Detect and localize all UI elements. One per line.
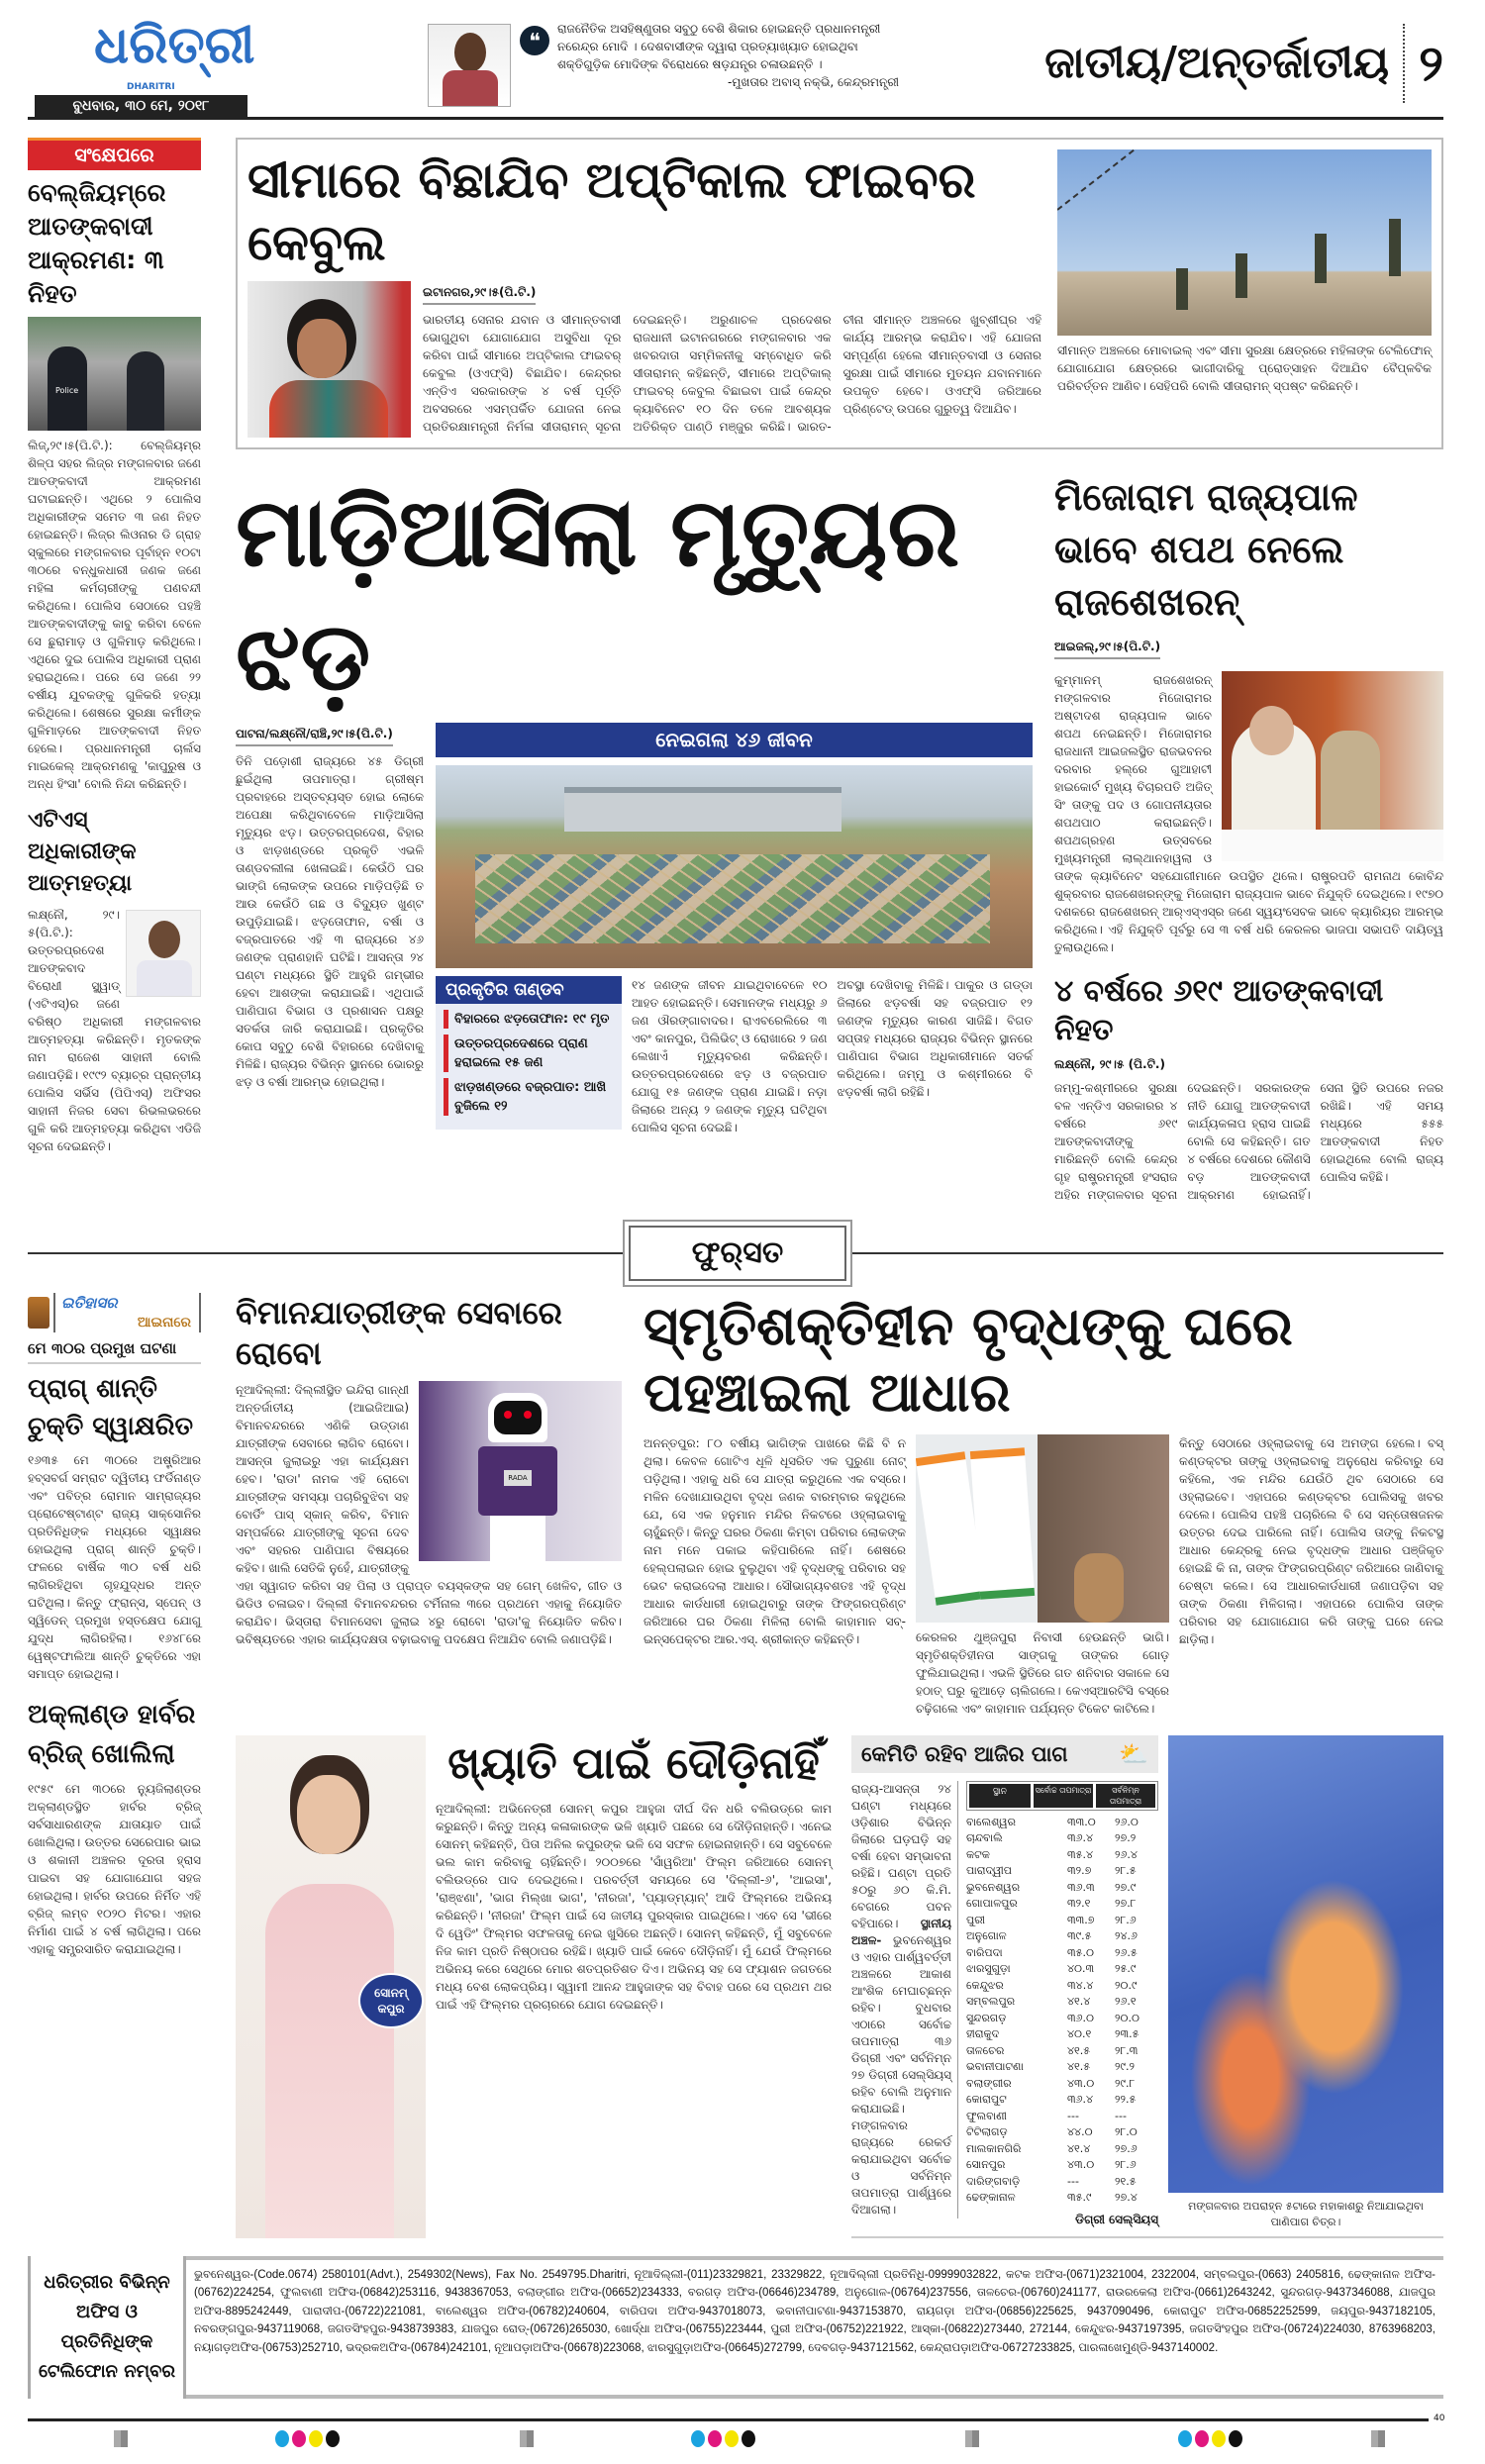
state-forecast: ରାଜ୍ୟ-ଆସନ୍ତା ୨୪ ଘଣ୍ଟା ମଧ୍ୟରେ ଓଡ଼ିଶାର ବିଭିନ୍ନ ଜିଲାରେ ଘଡ଼ଘଡ଼ି ସହ ବର୍ଷା ହେବା ସମ୍ଭାବନା ରହିଛି। ଘଣ୍ଟା ପ୍ରତି ୫୦ରୁ ୬୦ କି.ମି. ବେଗରେ ପବନ ବହିପାରେ। <box>851 1781 951 1930</box>
footer <box>28 2411 1443 2454</box>
place-name: ବଲାଙ୍ଗୀର <box>966 2076 1012 2090</box>
weather-row <box>966 1961 1158 1978</box>
history-book-icon <box>28 1297 50 1329</box>
nature-fury-title: ପ୍ରକୃତିର ତାଣ୍ଡବ <box>436 976 622 1004</box>
weather-row <box>966 2124 1158 2141</box>
place-name: ମାଲକାନଗିରି <box>966 2141 1022 2155</box>
place-name: ସୋନପୁର <box>966 2158 1006 2172</box>
terror-headline: ୪ ବର୍ଷରେ ୬୧୯ ଆତଙ୍କବାଦୀ ନିହତ <box>1054 973 1384 1047</box>
satellite-caption: ମଙ୍ଗଳବାର ଅପରାହ୍ନ ୫ଟାରେ ମହାକାଶରୁ ନିଆଯାଇଥିବା ପାଣିପାଗ ଚିତ୍ର। <box>1188 2199 1424 2228</box>
weather-row <box>966 1945 1158 1962</box>
quote-author-photo <box>428 24 511 107</box>
color-reg-dot <box>725 2430 739 2447</box>
quote-text: ରାଜନୈତିକ ଅସହିଷ୍ଣୁତାର ସବୁଠୁ ବେଶି ଶିକାର ହୋଇଛନ୍ତି ପ୍ରଧାନମନ୍ତ୍ରୀ ନରେନ୍ଦ୍ର ମୋଦି । ଦେଶବାସୀଙ୍କ ଦ୍ୱାରା ପ୍ରତ୍ୟାଖ୍ୟାତ ହୋଇଥିବା ଶକ୍ତିଗୁଡ଼ିକ ମୋଦିଙ୍କ ବିରୋଧରେ ଷଡ଼ଯନ୍ତ୍ର ଚଳାଉଛନ୍ତି । <box>557 22 881 71</box>
section-title: ଜାତୀୟ/ଅନ୍ତର୍ଜାତୀୟ <box>1044 38 1390 89</box>
max-temp: ୪୩.୦ <box>1067 2158 1095 2172</box>
aadhaar-story <box>644 1293 1443 1718</box>
sonam-badge: ସୋନମ୍ କପୁର <box>358 1973 424 2028</box>
max-temp: ୪୧.୪ <box>1067 1995 1091 2009</box>
section-divider <box>28 1214 1443 1293</box>
police-label: Police <box>55 386 79 395</box>
lead-body-col1: ତିନି ପଡ଼ୋଶୀ ରାଜ୍ୟରେ ୪୫ ଡିଗ୍ରୀ ଛୁଇଁଥିଲା ତାପମାତ୍ରା। ଗ୍ରୀଷ୍ମ ପ୍ରବାହରେ ଅସ୍ତବ୍ୟସ୍ତ ହୋଇ ଲୋକେ ଅପେକ୍ଷା କରିଥିବାବେଳେ ମାଡ଼ିଆସିଲା ମୃତ୍ୟୁର ଝଡ଼। ଉତ୍ତରପ୍ରଦେଶ, ବିହାର ଓ ଝାଡ଼ଖଣ୍ଡରେ ପ୍ରକୃତି ଏଭଳି ତାଣ୍ଡବଲୀଳା ଖେଳାଇଛି। କେଉଁଠି ଘର ଭାଙ୍ଗି ଲୋକଙ୍କ ଉପରେ ମାଡ଼ିପଡ଼ିଛି ତ ଆଉ କେଉଁଠି ଗଛ ଓ ବିଦ୍ୟୁତ ଖୁଣ୍ଟ ଉପୁଡ଼ିଯାଇଛି। ଝଡ଼ତୋଫାନ, ବର୍ଷା ଓ ବଜ୍ରପାତରେ ଏହି ୩ ରାଜ୍ୟରେ ୪୬ ଜଣଙ୍କ ପ୍ରାଣହାନି ଘଟିଛି। ଆସନ୍ତା ୨୪ ଘଣ୍ଟା ମଧ୍ୟରେ ସ୍ଥିତି ଆହୁରି ଗମ୍ଭୀର ହେବା ଆଶଙ୍କା କରାଯାଇଛି। ଏଥିପାଇଁ ପାଣିପାଗ ବିଭାଗ ଓ ପ୍ରଶାସନ ପକ୍ଷରୁ ସତର୍କତା ଜାରି କରାଯାଇଛି। ପ୍ରକୃତିର କୋପ ସବୁଠୁ ବେଶି ବିହାରରେ ଦେଖିବାକୁ ମିଳିଛି। ରାଜ୍ୟର ବିଭିନ୍ନ ସ୍ଥାନରେ ଭୋରରୁ ଝଡ଼ ଓ ବର୍ଷା ଆରମ୍ଭ ହୋଇଥିଲା। <box>236 753 424 1089</box>
min-temp: ୨୬.୦ <box>1115 1815 1138 1828</box>
color-reg-dot <box>708 2430 722 2447</box>
place-name: କେନ୍ଦୁଝର <box>966 1978 1004 1992</box>
weather-unit: ଡିଗ୍ରୀ ସେଲ୍‌ସିୟସ୍ <box>1075 2212 1158 2226</box>
max-temp: ୩୫.୦ <box>1067 1945 1094 1959</box>
place-name: ସୁନ୍ଦରଗଡ଼ <box>966 2011 1007 2024</box>
lead-dateline: ପାଟନା/ଲକ୍ଷ୍ନୌ/ରାଞ୍ଚି,୨୯।୫(ପି.ଟି.) <box>236 727 393 746</box>
weather-table-header <box>966 1781 1158 1811</box>
minister-photo <box>248 281 411 438</box>
max-temp: ୪୦.୧ <box>1067 2027 1092 2041</box>
place-name: ଅନୁଗୋଳ <box>966 1929 1007 1943</box>
weather-row <box>966 2174 1158 2191</box>
col-max: ସର୍ବୋଚ୍ଚ ତାପମାତ୍ରା <box>1034 1784 1093 1808</box>
max-temp: ୩୬.୪ <box>1067 1831 1094 1845</box>
registration-marks <box>0 2430 1485 2449</box>
robot-photo <box>419 1381 622 1561</box>
max-temp: ୩୨.୧ <box>1067 1897 1091 1911</box>
place-name: ଚାନ୍ଦବାଲି <box>966 1831 1003 1845</box>
top-story-headline: ସୀମାରେ ବିଛାଯିବ ଅପ୍‌ଟିକାଲ ଫାଇବର କେବୁଲ <box>248 151 976 271</box>
weather-row <box>966 2076 1158 2093</box>
place-name: ତାଳଚେର <box>966 2043 1005 2057</box>
top-story-body: ଭାରତୀୟ ସେନାର ଯବାନ ଓ ସୀମାନ୍ତବାସୀ ଭୋଗୁଥିବା ଯୋଗାଯୋଗ ଅସୁବିଧା ଦୂର କରିବା ପାଇଁ ସୀମାରେ ଅପ୍ଟିକାଲ ଫାଇବର୍ କେବୁଲ (ଓଏଫ୍‌ସି) ବିଛାଯିବ। କେନ୍ଦ୍ରର ଏନ୍‌ଡିଏ ସରକାରଙ୍କ ୪ ବର୍ଷ ପୂର୍ତ୍ତି ଅବସରରେ ଏସମ୍ପର୍କିତ ଯୋଜନା ନେଇ ପ୍ରତିରକ୍ଷାମନ୍ତ୍ରୀ ନିର୍ମଳା ସୀତାରାମନ୍ ସୂଚନା ଦେଇଛନ୍ତି। ଅରୁଣାଚଳ ପ୍ରଦେଶର ରାଜଧାନୀ ଇଟାନଗରରେ ମଙ୍ଗଳବାର ଏକ ଖବରଦାତା ସମ୍ମିଳନୀକୁ ସମ୍ବୋଧିତ କରି ସୀତାରାମନ୍ କହିଛନ୍ତି, ସୀମାରେ ଅପ୍ଟିକାଲ୍ ଫାଇବର୍ କେବୁଲ ବିଛାଇବା ପାଇଁ କେନ୍ଦ୍ର କ୍ୟାବିନେଟ ୧୦ ଦିନ ତଳେ ଆବଶ୍ୟକ ଅତିରିକ୍ତ ପାଣ୍ଠି ମଞ୍ଜୁର କରିଛି। ଭାରତ-ଚୀନା ସୀମାନ୍ତ ଅଞ୍ଚଳରେ ଖୁବ୍‌ଶୀଘ୍ର ଏହି କାର୍ଯ୍ୟ ଆରମ୍ଭ କରାଯିବ। ଏହି ଯୋଜନା ସମ୍ପୂର୍ଣ୍ଣ ହେଲେ ସୀମାନ୍ତବାସୀ ଓ ସେନାର ସୁରକ୍ଷା ପାଇଁ ସୀମାରେ ମୁତୟନ ଯବାନମାନେ ଉପକୃତ ହେବେ। ଓଏଫ୍‌ସି ଜରିଆରେ ପ୍ରିଣ୍ଟେଡ୍ ଉପରେ ଗୁରୁତ୍ୱ ଦିଆଯିବ। <box>423 313 1041 434</box>
place-name: ବାରିପଦା <box>966 1945 1003 1959</box>
quote-block <box>557 20 899 91</box>
min-temp: ୨୮.୩ <box>1115 2043 1138 2057</box>
nature-fury-box <box>436 976 622 1130</box>
ats-body: ଲକ୍ଷ୍ନୌ, ୨୯।୫(ପି.ଟି.): ଉତ୍ତରପ୍ରଦେଶ ଆତଙ୍କବାଦ ବିରୋଧୀ ସ୍କ୍ୱାଡ୍ (ଏଟିଏସ୍)ର ଜଣେ ବରିଷ୍ଠ ଅଧିକାରୀ ମଙ୍ଗଳବାର ଆତ୍ମହତ୍ୟା କରିଛନ୍ତି। ମୃତକଙ୍କ ନାମ ରାଜେଶ ସାହାନୀ ବୋଲି ଜଣାପଡ଼ିଛି। ୧୯୯୨ ବ୍ୟାଚ୍‌ର ପ୍ରାନ୍ତୀୟ ପୋଲିସ ସର୍ଭିସ (ପିପିଏସ୍) ଅଫିସର ସାହାନୀ ନିଜର ସେବା ରିଭଲଭରରେ ଗୁଳି କରି ଆତ୍ମହତ୍ୟା କରିଥିବା ଏଡିଜି ସୂଚନା ଦେଇଛନ୍ତି। <box>28 908 201 1153</box>
place-name: ହୀରାକୁଦ <box>966 2027 1000 2041</box>
gray-reg-mark <box>520 2430 534 2447</box>
top-story <box>236 138 1443 449</box>
top-story-photo-caption: ସୀମାନ୍ତ ଅଞ୍ଚଳରେ ମୋବାଇଲ୍ ଏବଂ ସୀମା ସୁରକ୍ଷା କ୍ଷେତ୍ରରେ ମହିଳାଙ୍କ ଟେଲିଫୋନ୍ ଯୋଗାଯୋଗ କ୍ଷେତ୍ରରେ ଭାଗୀଦାରିକୁ ପ୍ରୋତ୍ସାହନ ଦିଆଯିବ ବୈପ୍ଳବିକ ପରିବର୍ତ୍ତନ ଆଣିବ। ସେହିପରି ବୋଲି ସୀତାରାମନ୍ ସ୍ପଷ୍ଟ କରିଛନ୍ତି। <box>1057 344 1432 393</box>
governor-oath-photo <box>1222 671 1443 861</box>
history-label <box>28 1293 201 1332</box>
min-temp: ୨୬.୫ <box>1115 1945 1138 1959</box>
max-temp: ୩୩.୭ <box>1067 1913 1095 1926</box>
gray-reg-mark <box>114 2430 128 2447</box>
min-temp: ୨୮.୬ <box>1115 2158 1137 2172</box>
history-label-top: ଇତିହାସର <box>61 1293 118 1312</box>
min-temp: ୨୮.୬ <box>1115 1913 1137 1926</box>
max-temp: ୩୫.୪ <box>1067 1847 1094 1861</box>
color-reg-dot <box>691 2430 705 2447</box>
weather-row <box>966 2109 1158 2125</box>
page-number: ୨ <box>1419 34 1443 92</box>
weather-forecast <box>851 1781 958 2218</box>
weather-row <box>966 2026 1158 2043</box>
min-temp: ୨୯.୮ <box>1115 2076 1136 2090</box>
ats-officer-photo <box>126 910 201 997</box>
lead-body-col3: ୧୪ ଜଣଙ୍କ ଜୀବନ ଯାଇଥିବାବେଳେ ୧୦ ଆହତ ହୋଇଛନ୍ତି। ସେମାନଙ୍କ ମଧ୍ୟରୁ ୬ ଜଣ ଔରଙ୍ଗାବାଦର। ରାଏବରେଲିରେ ୩ ଏବଂ କାନପୁର, ପିଲିଭିଟ୍ ଓ ରୋଖାରେ ୨ ଜଣ ଲେଖାଏଁ ମୃତ୍ୟୁବରଣ କରିଛନ୍ତି। ଉତ୍ତରପ୍ରଦେଶରେ ଝଡ଼ ଓ ବଜ୍ରପାତ ଯୋଗୁ ୧୫ ଜଣଙ୍କ ପ୍ରାଣ ଯାଇଛି। ନଡ଼ା ଜିଲାରେ ଅନ୍ୟ ୨ ଜଣଙ୍କ ମୃତ୍ୟୁ ଘଟିଥିବା ପୋଲିସ ସୂଚନା ଦେଇଛି। <box>632 977 828 1134</box>
place-name: ପାରାଦ୍ୱୀପ <box>966 1864 1012 1878</box>
top-story-dateline: ଇଟାନଗର,୨୯।୫(ପି.ଟି.) <box>423 285 536 305</box>
max-temp: ୩୨.୭ <box>1067 1864 1092 1878</box>
sonam-photo <box>236 1735 426 2238</box>
place-name: କୋରାପୁଟ <box>966 2093 1007 2107</box>
color-reg-dot <box>1195 2430 1209 2447</box>
weather-box <box>851 1735 1443 2238</box>
place-name: ଭୁବନେଶ୍ୱର <box>966 1880 1021 1894</box>
logo: ଧରିତ୍ରୀ <box>94 15 255 75</box>
place-name: ଭବାନୀପାଟଣା <box>966 2060 1024 2074</box>
contacts-title: ଧରିତ୍ରୀର ବିଭିନ୍ନ ଅଫିସ ଓ ପ୍ରତିନିଧିଙ୍କ ଟେଲିଫୋନ ନମ୍ବର <box>28 2256 186 2399</box>
color-reg-dot <box>1229 2430 1242 2447</box>
max-temp: ୪୧.୪ <box>1067 2141 1091 2155</box>
gray-reg-mark <box>1371 2430 1385 2447</box>
max-temp: ୩୯.୫ <box>1067 1929 1092 1943</box>
min-temp: ୨୭.୪ <box>1115 2191 1138 2205</box>
color-reg-dot <box>742 2430 755 2447</box>
main-news <box>236 138 1443 1204</box>
weather-row <box>966 2011 1158 2027</box>
max-temp: ୩୬.୦ <box>1067 2011 1095 2024</box>
min-temp: ୨୮.୦ <box>1115 2125 1138 2139</box>
prague-body: ୧୬୩୫ ମେ ୩୦ରେ ଅଷ୍ଟ୍ରିଆର ହବ୍‌ସବର୍ଗ ସମ୍ରାଟ ଦ୍ୱିତୀୟ ଫର୍ଡିନାଣ୍ଡ ଏବଂ ପବିତ୍ର ରୋମାନ ସାମ୍ରାଜ୍ୟର ପ୍ରୋଟେଷ୍ଟାଣ୍ଟ ରାଜ୍ୟ ସାକ୍ସୋନିର ପ୍ରତିନିଧିଙ୍କ ମଧ୍ୟରେ ସ୍ୱାକ୍ଷର ହୋଇଥିଲା ପ୍ରାଗ୍ ଶାନ୍ତି ଚୁକ୍ତି। ଫଳରେ ବାର୍ଷିକ ୩୦ ବର୍ଷ ଧରି ଲାଗିରହିଥିବା ଗୃହଯୁଦ୍ଧର ଅନ୍ତ ଘଟିଥିଲା। କିନ୍ତୁ ଫ୍ରାନ୍ସ, ସ୍ପେନ୍ ଓ ସ୍ୱିଡେନ୍ ପ୍ରମୁଖ ହସ୍ତକ୍ଷେପ ଯୋଗୁ ଯୁଦ୍ଧ ଲାଗିରହିଲା। ୧୬୪୮ରେ ୱେଷ୍ଟଫାଲିଆ ଶାନ୍ତି ଚୁକ୍ତିରେ ଏହା ସମାପ୍ତ ହୋଇଥିଲା। <box>28 1452 201 1681</box>
sonam-headline: ଖ୍ୟାତି ପାଇଁ ଦୌଡ଼ିନାହିଁ <box>447 1737 820 1789</box>
mizoram-body: କୁମ୍ମାନମ୍ ରାଜଶେଖରନ୍ ମଙ୍ଗଳବାର ମିଜୋରାମର ଅଷ୍ଟାଦଶ ରାଜ୍ୟପାଳ ଭାବେ ଶପଥ ନେଇଛନ୍ତି। ମିଜୋରାମର ରାଜଧାନୀ ଆଇଜଲସ୍ଥିତ ରାଜଭବନର ଦରବାର ହଲ୍‌ରେ ଗୁଆହାଟୀ ହାଇକୋର୍ଟ ମୁଖ୍ୟ ବିଚାରପତି ଅଜିତ୍ ସିଂ ତାଙ୍କୁ ପଦ ଓ ଗୋପନୀୟତାର ଶପଥପାଠ କରାଇଛନ୍ତି। ଶପଥଗ୍ରହଣ ଉତ୍ସବରେ ମୁଖ୍ୟମନ୍ତ୍ରୀ ଲାଲ୍‌ଥାନହାୱଲା ଓ ତାଙ୍କ କ୍ୟାବିନେଟ ସହଯୋଗୀମାନେ ଉପସ୍ଥିତ ଥିଲେ। ରାଷ୍ଟ୍ରପତି ରାମନାଥ କୋବିନ୍ଦ ଶୁକ୍ରବାର ରାଜଶେଖରନ୍‌ଙ୍କୁ ମିଜୋରାମ ରାଜ୍ୟପାଳ ଭାବେ ନିଯୁକ୍ତି ଦେଇଥିଲେ। ୧୯୭୦ ଦଶକରେ ରାଜଶେଖରନ୍ ଆର୍‌ଏସ୍‌ଏସ୍‌ର ଜଣେ ସ୍ୱୟଂସେବକ ଭାବେ କ୍ୟାରିୟର ଆରମ୍ଭ କରିଥିଲେ। ଏହି ନିଯୁକ୍ତି ପୂର୍ବରୁ ସେ ୩ ବର୍ଷ ଧରି କେରଳର ଭାଜପା ସଭାପତି ଦାୟିତ୍ୱ ତୁଲାଉଥିଲେ। <box>1054 672 1443 954</box>
max-temp: ୩୬.୪ <box>1067 2093 1094 2107</box>
section-furasat: ଫୁର୍‌ସତ <box>629 1226 846 1281</box>
weather-row <box>966 2157 1158 2174</box>
border-soldiers-photo <box>1057 149 1432 336</box>
history-label-bottom: ଆଇନାରେ <box>137 1314 191 1331</box>
color-reg-dot <box>275 2430 289 2447</box>
lead-body-col4: ଅବସ୍ଥା ଦେଖିବାକୁ ମିଳିଛି। ପାକୁର ଓ ଗଡ୍ଡା ଜିଲାରେ ଝଡ଼ବର୍ଷା ସହ ବଜ୍ରପାତ ୧୨ ଜଣଙ୍କ ମୃତ୍ୟୁର କାରଣ ସାଜିଛି। ବିଗତ ସପ୍ତାହ ମଧ୍ୟରେ ରାଜ୍ୟର ବିଭିନ୍ନ ସ୍ଥାନରେ ପାଣିପାଗ ବିଭାଗ ଅଧିକାରୀମାନେ ସତର୍କ କରିଥିଲେ। ଜମ୍ମୁ ଓ କଶ୍ମୀରରେ ବି ଝଡ଼ବର୍ଷା ଲାଗି ରହିଛି। <box>837 977 1033 1099</box>
place-name: ଗୋପାଳପୁର <box>966 1897 1018 1911</box>
weather-row <box>966 1896 1158 1913</box>
nature-fury-item: ଝାଡ଼ଖଣ୍ଡରେ ବଜ୍ରପାତ: ଆଖି ବୁଜିଲେ ୧୨ <box>444 1078 614 1116</box>
history-column <box>28 1293 201 1958</box>
mizoram-story <box>1054 671 1443 956</box>
weather-row <box>966 2141 1158 2158</box>
aadhaar-body-c: କିନ୍ତୁ ସେଠାରେ ଓହ୍ଲାଇବାକୁ ସେ ଅମଙ୍ଗ ହେଲେ। ବସ୍ କଣ୍ଡକ୍ଟର ତାଙ୍କୁ ଓହ୍ଲାଇବାକୁ ଅନୁରୋଧ କରିବାରୁ ସେ କହିଲେ, ଏକ ମନ୍ଦିର ଯେଉଁଠି ଥିବ ସେଠାରେ ସେ ଓହ୍ଲାଇବେ। ଏହାପରେ କଣ୍ଡକ୍ଟର ପୋଲିସକୁ ଖବର ଦେଲେ। ପୋଲିସ ପହଞ୍ଚି ପଚାରିଲେ ବି ସେ ସନ୍ତୋଷଜନକ ଉତ୍ତର ଦେଇ ପାରିଲେ ନାହିଁ। ପୋଲିସ ତାଙ୍କୁ ନିକଟସ୍ଥ ଆଧାର କେନ୍ଦ୍ରକୁ ନେଇ ବୃଦ୍ଧଙ୍କ ଆଧାର ପଞ୍ଜିକୃତ ହୋଇଛି କି ନା, ତାଙ୍କ ଫିଙ୍ଗରପ୍ରିଣ୍ଟ ଜରିଆରେ ଜାଣିବାକୁ ଚେଷ୍ଟା କଲେ। ସେ ଆଧାରକାର୍ଡଧାରୀ ଜଣାପଡ଼ିବା ସହ ତାଙ୍କ ଠିକଣା ମିଳିଗଲା। ଏହାପରେ ପୋଲିସ ତାଙ୍କ ପରିବାର ସହ ଯୋଗାଯୋଗ କରି ତାଙ୍କୁ ଘରେ ନେଇ ଛାଡ଼ିଲା। <box>1179 1435 1443 1646</box>
history-subtitle: ମେ ୩୦ର ପ୍ରମୁଖ ଘଟଣା <box>28 1338 201 1364</box>
min-temp: ୨୮.୫ <box>1115 1864 1137 1878</box>
quote-author: -ମୁଖତାର ଅବାସ୍ ନକ୍‌ଭି, କେନ୍ଦ୍ରମନ୍ତ୍ରୀ <box>728 75 899 89</box>
max-temp: ୪୧.୫ <box>1067 2043 1091 2057</box>
contacts-text: ଭୁବନେଶ୍ୱର-(Code.0674) 2580101(Advt.), 2549302(News), Fax No. 2549795.Dharitri, ନୂଆଦିଲ୍ଲୀ-(011)23329821, 23329822, ନୂଆଦିଲ୍ଲୀ ପ୍ରତିନିଧି-09999032822, କଟକ ଅଫିସ-(0671)2321004, 2322004, ସମ୍ବଲପୁର-(0663) 2405816, ଢେଙ୍କାନାଳ ଅଫିସ-(06762)224254, ଫୁଲବାଣୀ ଅଫିସ-(06842)253116, 9438367053, ବଲାଙ୍ଗୀର ଅଫିସ-(06652)234333, ବରଗଡ଼ ଅଫିସ-(06646)234789, ଅନୁଗୋଳ-(06764)237556, ତାଳଚେର-(06760)241177, ରାଉରକେଲା ଅଫିସ-(0661)2643242, ସୁନ୍ଦରଗଡ଼-9437346088, ଯାଜପୁର ଅଫିସ-8895242449, ପାରାଦୀପ-(06722)221081, ବାଲେଶ୍ୱର ଅଫିସ-(06782)240604, ବାରିପଦା ଅଫିସ-9437018073, ଭବାନୀପାଟଣା-9437153870, ରାୟଗଡ଼ା ଅଫିସ-(06856)225625, 9437090496, କୋରାପୁଟ ଅଫିସ-06852252599, ଜୟପୁର-9437182105, ନବରଙ୍ଗପୁର-9437119068, ଜଗତସିଂହପୁର-9438739383, ଯାଜପୁର ରୋଡ୍-(06726)265030, ଖୋର୍ଦ୍ଧା ଅଫିସ-(06755)223444, ପୁରୀ ଅଫିସ-(06752)221922, ଆସ୍କା-(06822)273440, 272144, କେନ୍ଦୁଝର-9437197395, ଜଗତସିଂହପୁର ଅଫିସ-(06724)224030, 8763968203, ନୟାଗଡ଼ଅଫିସ-(06753)252710, ଭଦ୍ରକଅଫିସ-(06784)242101, ନୂଆପଡ଼ାଅଫିସ-(06678)223068, ଝାରସୁଗୁଡ଼ାଅଫିସ-(06645)272799, ଦେବଗଡ଼-9437121562, କେନ୍ଦ୍ରାପଡ଼ାଅଫିସ-06727233825, ପାରଳାଖେମୁଣ୍ଡି-9437140002. <box>194 2268 1436 2354</box>
sun-cloud-icon: ⛅ <box>1119 1739 1148 1768</box>
weather-row <box>966 1863 1158 1880</box>
mizoram-dateline: ଆଇଜଲ୍,୨୯।୫(ପି.ଟି.) <box>1054 640 1160 659</box>
brief-photo <box>28 317 201 431</box>
min-temp: ୨୫.୯ <box>1115 1962 1137 1976</box>
color-reg-dot <box>292 2430 306 2447</box>
min-temp: ୨୨.୫ <box>1115 2093 1137 2107</box>
robot-story <box>236 1293 622 1648</box>
right-column <box>1054 471 1443 1204</box>
min-temp: --- <box>1115 2109 1127 2122</box>
weather-row <box>966 1815 1158 1831</box>
weather-title: କେମିତି ରହିବ ଆଜିର ପାଗ <box>861 1741 1068 1766</box>
robot-label: RADA <box>504 1470 532 1486</box>
terror-dateline: ଲକ୍ଷ୍ନୌ, ୨୯।୫ (ପି.ଟି.) <box>1054 1056 1165 1071</box>
color-reg-dot <box>326 2430 340 2447</box>
mizoram-headline: ମିଜୋରାମ ରାଜ୍ୟପାଳ ଭାବେ ଶପଥ ନେଲେ ରାଜଶେଖରନ୍ <box>1054 475 1358 625</box>
section-heading <box>1044 24 1443 103</box>
robot-headline: ବିମାନଯାତ୍ରୀଙ୍କ ସେବାରେ ରୋବୋ <box>236 1293 562 1373</box>
aadhaar-card-photo <box>916 1434 1169 1623</box>
min-temp: ୨୪.୬ <box>1115 1929 1138 1943</box>
max-temp: ୩୫.୯ <box>1067 2191 1092 2205</box>
color-reg-dot <box>1178 2430 1192 2447</box>
ats-headline: ଏଟିଏସ୍ ଅଧିକାରୀଙ୍କ ଆତ୍ମହତ୍ୟା <box>28 808 137 896</box>
lead-story <box>236 471 1033 1136</box>
place-name: ଟିଟିଲାଗଡ଼ <box>966 2125 1008 2139</box>
lead-headline: ମାଡ଼ିଆସିଲା ମୃତ୍ୟୁର ଝଡ଼ <box>236 477 960 712</box>
masthead <box>0 0 1485 124</box>
nature-fury-item: ବିହାରରେ ଝଡ଼ତୋଫାନ: ୧୯ ମୃତ <box>444 1010 614 1029</box>
weather-row <box>966 2059 1158 2076</box>
min-temp: ୨୯.୨ <box>1115 2060 1135 2074</box>
min-temp: ୨୭.୮ <box>1115 1897 1137 1911</box>
place-name: ପୁରୀ <box>966 1913 985 1926</box>
max-temp: --- <box>1067 2109 1079 2122</box>
auckland-body: ୧୯୫୯ ମେ ୩୦ରେ ନ୍ୟୁଜିଲାଣ୍ଡର ଅକ୍ଲାଣ୍ଡସ୍ଥିତ ହାର୍ବର ବ୍ରିଜ୍ ସର୍ବସାଧାରଣଙ୍କ ଯାତାୟାତ ପାଇଁ ଖୋଲିଥିଲା। ଉତ୍ତର ସେରେପାର ଭାଇ ଓ ଶକାନୀ ଅଞ୍ଚଳର ଦୂରତା ହ୍ରାସ ପାଇବା ସହ ଯୋଗାଯୋଗ ସହଜ ହୋଇଥିଲା। ହାର୍ବର ଉପରେ ନିର୍ମିତ ଏହି ବ୍ରିଜ୍ ଲମ୍ବ ୧୦୨୦ ମିଟର। ଏହାର ନିର୍ମାଣ ପାଇଁ ୪ ବର୍ଷ ଲାଗିଥିଲା। ପରେ ଏହାକୁ ସମ୍ପ୍ରସାରିତ କରାଯାଇଥିଲା। <box>28 1781 201 1956</box>
place-name: ବାଲେଶ୍ୱର <box>966 1815 1016 1828</box>
max-temp: ୩୪.୪ <box>1067 1978 1094 1992</box>
weather-row <box>966 2190 1158 2207</box>
max-temp: ୪୪.୦ <box>1067 2125 1093 2139</box>
min-temp: ୨୧.୫ <box>1115 2174 1137 2188</box>
terror-body: ଜମ୍ମୁ-କଶ୍ମୀରରେ ସୁରକ୍ଷା ବଳ ଏନ୍‌ଡିଏ ସରକାରର ୪ ବର୍ଷରେ ୬୧୯ ଆତଙ୍କବାଦୀଙ୍କୁ ମାରିଛନ୍ତି ବୋଲି କେନ୍ଦ୍ର ଗୃହ ରାଷ୍ଟ୍ରମନ୍ତ୍ରୀ ହଂସରାଜ ଅହିର ମଙ୍ଗଳବାର ସୂଚନା ଦେଇଛନ୍ତି। ସରକାରଙ୍କ ନୀତି ଯୋଗୁ ଆତଙ୍କବାଦୀ କାର୍ଯ୍ୟକଳାପ ହ୍ରାସ ପାଇଛି ବୋଲି ସେ କହିଛନ୍ତି। ଗତ ୪ ବର୍ଷରେ ଦେଶରେ କୌଣସି ବଡ଼ ଆତଙ୍କବାଦୀ ଆକ୍ରମଣ ହୋଇନାହିଁ। ସେନା ସ୍ଥିତି ଉପରେ ନଜର ରଖିଛି। ଏହି ସମୟ ମଧ୍ୟରେ ୫୫୫ ଆତଙ୍କବାଦୀ ନିହତ ହୋଇଥିଲେ ବୋଲି ରାଜ୍ୟ ପୋଲିସ କହିଛି। <box>1054 1080 1443 1202</box>
gray-reg-mark <box>965 2430 979 2447</box>
nature-fury-item: ଉତ୍ତରପ୍ରଦେଶରେ ପ୍ରାଣ ହରାଇଲେ ୧୫ ଜଣ <box>444 1035 614 1072</box>
logo-sub: DHARITRI <box>127 82 175 92</box>
date-bar: ବୁଧବାର, ୩୦ ମେ, ୨୦୧୮ <box>35 95 248 117</box>
max-temp: --- <box>1067 2174 1079 2188</box>
robot-body: ନୂଆଦିଲ୍ଲୀ: ଦିଲ୍ଲୀସ୍ଥିତ ଇନ୍ଦିରା ଗାନ୍ଧୀ ଅନ୍ତର୍ଜାତୀୟ (ଆଇଜିଆଇ) ବିମାନବନ୍ଦରରେ ଏଣିକି ଉଡ୍ଡାଣ ଯାତ୍ରୀଙ୍କ ସେବାରେ ଲାଗିବ ରୋବୋ। ଆସନ୍ତା ଜୁଲାଇରୁ ଏହା କାର୍ଯ୍ୟକ୍ଷମ ହେବ। 'ରାଡା' ନାମକ ଏହି ରୋବୋ ଯାତ୍ରୀଙ୍କ ସମସ୍ୟା ପଚାରିବୁଝିବା ସହ ବୋର୍ଡିଂ ପାସ୍ ସ୍କାନ୍ କରିବ, ବିମାନ ସମ୍ପର୍କରେ ଯାତ୍ରୀଙ୍କୁ ସୂଚନା ଦେବ ଏବଂ ସହରର ପାଣିପାଗ ବିଷୟରେ କହିବ। ଖାଲି ସେତିକି ନୁହେଁ, ଯାତ୍ରୀଙ୍କୁ ଏହା ସ୍ୱାଗତ କରିବା ସହ ପିଲା ଓ ପ୍ରାପ୍ତ ବୟସ୍କଙ୍କ ସହ ଗେମ୍ ଖେଳିବ, ଗୀତ ଓ ଭିଡିଓ ଚଳାଇବ। ଦିଲ୍ଲୀ ବିମାନବନ୍ଦରର ଟର୍ମିନାଲ ୩ରେ ପ୍ରଥମେ ଏହାକୁ ନିୟୋଜିତ କରାଯିବ। ଭିସ୍ତାରା ବିମାନସେବା ଜୁଲାଇ ୪ରୁ ରୋବୋ 'ରାଡା'କୁ ନିୟୋଜିତ କରିବ। ଭବିଷ୍ୟତରେ ଏହାର କାର୍ଯ୍ୟଦକ୍ଷତା ବଢ଼ାଇବାକୁ ପଦକ୍ଷେପ ନିଆଯିବ ବୋଲି ଜଣାପଡ଼ିଛି। <box>236 1382 622 1646</box>
min-temp: ୨୦.୯ <box>1115 1978 1138 1992</box>
max-temp: ୩୬.୩ <box>1067 1880 1095 1894</box>
min-temp: ୨୬.୧ <box>1115 1995 1137 2009</box>
aadhaar-body-b: କେରଳର ଥୁଞ୍ଜପୁରା ନିବାସୀ ହେଉଛନ୍ତି ଭାଗି। ସ୍ମୃତିଶକ୍ତିହୀନତା ସାଙ୍ଗକୁ ତାଙ୍କର ଗୋଡ଼ ଫୁଲିଯାଇଥିଲା। ଏଭଳି ସ୍ଥିତିରେ ଗତ ଶନିବାର ସକାଳେ ସେ ହଠାତ୍ ଘରୁ କୁଆଡ଼େ ଚାଲିଗଲେ। କେଏସ୍ଆରଟିସି ବସ୍‌ରେ ଚଢ଼ିଗଲେ ଏବଂ କାହାମାନ ପର୍ଯ୍ୟନ୍ତ ଟିକେଟ କାଟିଲେ। <box>916 1629 1169 1716</box>
sonam-body: ନୂଆଦିଲ୍ଲୀ: ଅଭିନେତ୍ରୀ ସୋନମ୍ କପୁର ଆହୁଜା ଦୀର୍ଘ ଦିନ ଧରି ବଲିଉଡ୍‌ରେ କାମ କରୁଛନ୍ତି। କିନ୍ତୁ ଅନ୍ୟ କଳାକାରଙ୍କ ଭଳି ଖ୍ୟାତି ପଛରେ ସେ ଦୌଡ଼ିନାହାନ୍ତି। ଏନେଇ ସୋନମ୍ କହିଛନ୍ତି, ପିତା ଅନିଲ କପୁରଙ୍କ ଭଳି ସେ ସଫଳ ହୋଇନାହାନ୍ତି। ସେ ସବୁବେଳେ ଭଲ କାମ କରିବାକୁ ଚାହିଁଛନ୍ତି। ୨୦୦୭ରେ 'ସାଁୱରିଆ' ଫିଲ୍ମ ଜରିଆରେ ସୋନମ୍ ବଲିଉଡ୍‌ରେ ପାଦ ଦେଇଥିଲେ। ପରବର୍ତ୍ତୀ ସମୟରେ ସେ 'ଦିଲ୍ଲୀ-୬', 'ଆଇସା', 'ରାଞ୍ଝଣା', 'ଭାଗ ମିଲ୍‌ଖା ଭାଗ', 'ନୀରଜା', 'ପ୍ୟାଡ୍‌ମ୍ୟାନ୍' ଆଦି ଫିଲ୍ମରେ ଅଭିନୟ କରିଛନ୍ତି। 'ନୀରଜା' ଫିଲ୍ମ ପାଇଁ ସେ ଜାତୀୟ ପୁରସ୍କାର ପାଇଥିଲେ। ଏବେ ସେ 'ଭୀରେ ଦି ୱେଡିଂ' ଫିଲ୍ମର ସଫଳତାକୁ ନେଇ ଖୁସିରେ ଅଛନ୍ତି। ସୋନମ୍ କହିଛନ୍ତି, ମୁଁ ସବୁବେଳେ ନିଜ କାମ ପ୍ରତି ନିଷ୍ଠାପର ରହିଛି। ଖ୍ୟାତି ପାଇଁ କେବେ ଦୌଡ଼ିନାହିଁ। ମୁଁ ଯେଉଁ ଫିଲ୍ମରେ ଅଭିନୟ କରେ ସେଥିରେ ମୋର ଶତପ୍ରତିଶତ ଦିଏ। ଅଭିନୟ ସହ ସେ ଫ୍ୟାଶନ ଜଗତରେ ମଧ୍ୟ ବେଶ ଲୋକପ୍ରିୟ। ସ୍ୱାମୀ ଆନନ୍ଦ ଆହୁଜାଙ୍କ ସହ ବିବାହ ପରେ ସେ ପ୍ରଥମ ଥର ପାଇଁ ଏହି ଫିଲ୍ମର ପ୍ରଚାରରେ ଯୋଗ ଦେଇଛନ୍ତି। <box>436 1801 832 2012</box>
min-temp: ୨୭.୨ <box>1115 1831 1137 1845</box>
weather-row <box>966 1830 1158 1847</box>
auckland-headline: ଅକ୍ଲାଣ୍ଡ ହାର୍ବର ବ୍ରିଜ୍ ଖୋଲିଲା <box>28 1699 196 1769</box>
brief-column <box>28 138 201 1155</box>
storm-damage-photo <box>436 765 1033 968</box>
weather-row <box>966 1880 1158 1897</box>
brief-headline: ବେଲ୍‌ଜିୟମ୍‌ରେ ଆତଙ୍କବାଦୀ ଆକ୍ରମଣ: ୩ ନିହତ <box>28 178 166 308</box>
band-features <box>28 1293 1443 2238</box>
place-name: ସମ୍ବଲପୁର <box>966 1995 1016 2009</box>
weather-row <box>966 1913 1158 1929</box>
sonam-story <box>236 1735 832 2238</box>
weather-row <box>966 1847 1158 1864</box>
color-reg-dot <box>309 2430 323 2447</box>
min-temp: ୨୭.୯ <box>1115 1880 1137 1894</box>
local-forecast: ଭୁବନେଶ୍ୱର ଓ ଏହାର ପାର୍ଶ୍ୱବର୍ତ୍ତୀ ଅଞ୍ଚଳରେ ଆକାଶ ଆଂଶିକ ମେଘାଚ୍ଛନ୍ନ ରହିବ। ବୁଧବାର ଏଠାରେ ସର୍ବୋଚ୍ଚ ତାପମାତ୍ରା ୩୬ ଡିଗ୍ରୀ ଏବଂ ସର୍ବନିମ୍ନ ୨୭ ଡିଗ୍ରୀ ସେଲ୍‌ସିୟସ୍ ରହିବ ବୋଲି ଅନୁମାନ କରାଯାଇଛି। ମଙ୍ଗଳବାର ରାଜ୍ୟରେ ରେକର୍ଡ କରାଯାଇଥିବା ସର୍ବୋଚ୍ଚ ଓ ସର୍ବନିମ୍ନ ତାପମାତ୍ରା ପାର୍ଶ୍ୱରେ ଦିଆଗଲା। <box>851 1932 951 2217</box>
page-code: 40 <box>1434 2413 1445 2423</box>
place-name: ଦାରିଙ୍ଗବାଡ଼ି <box>966 2174 1021 2188</box>
max-temp: ୩୩.୦ <box>1067 1815 1096 1828</box>
satellite-image <box>1168 1735 1443 2193</box>
brief-label: ସଂକ୍ଷେପରେ <box>28 138 201 170</box>
weather-row <box>966 1928 1158 1945</box>
weather-row <box>966 2043 1158 2060</box>
place-name: ଫୁଲବାଣୀ <box>966 2109 1007 2122</box>
place-name: ଝାରସୁଗୁଡ଼ା <box>966 1962 1011 1976</box>
color-reg-dot <box>1212 2430 1226 2447</box>
aadhaar-headline: ସ୍ମୃତିଶକ୍ତିହୀନ ବୃଦ୍ଧଙ୍କୁ ଘରେ ପହଞ୍ଚାଇଲା ଆଧାର <box>644 1294 1293 1425</box>
min-temp: ୨୦.୦ <box>1115 2011 1139 2024</box>
ats-story <box>28 906 201 1155</box>
brief-body: ଲିଜ୍‌,୨୯।୫(ପି.ଟି.): ବେଲ୍‌ଜିୟମ୍‌ର ଶିଳ୍ପ ସହର ଲିଜ୍‌ର ମଙ୍ଗଳବାର ଜଣେ ଆତଙ୍କବାଦୀ ଆକ୍ରମଣ ଘଟାଇଛନ୍ତି। ଏଥିରେ ୨ ପୋଲିସ ଅଧିକାରୀଙ୍କ ସମେତ ୩ ଜଣ ନିହତ ହୋଇଛନ୍ତି। ଲିଜ୍‌ର ଲିଓନାର ଡି ଗ୍ରାହ ସ୍କୁଲରେ ମଙ୍ଗଳବାର ପୂର୍ବାହ୍ନ ୧୦ଟା ୩୦ରେ ବନ୍ଧୁକଧାରୀ ଜଣକ ଜଣେ ମହିଳା କର୍ମଚାରୀଙ୍କୁ ପଣବନ୍ଦୀ କରିଥିଲେ। ପୋଲିସ ସେଠାରେ ପହଞ୍ଚି ଆତଙ୍କବାଦୀଙ୍କୁ କାବୁ କରିବା ବେଳେ ସେ ଛୁରାମାଡ଼ ଓ ଗୁଳିମାଡ଼ କରିଥିଲେ। ଏଥିରେ ଦୁଇ ପୋଲିସ ଅଧିକାରୀ ପ୍ରାଣ ହରାଇଥିଲେ। ପରେ ସେ ଜଣେ ୨୨ ବର୍ଷୀୟ ଯୁବକଙ୍କୁ ଗୁଳିକରି ହତ୍ୟା କରିଥିଲେ। ଶେଷରେ ସୁରକ୍ଷା କର୍ମୀଙ୍କ ଗୁଳିମାଡ଼ରେ ଆତଙ୍କବାଦୀ ନିହତ ହେଲେ। ପ୍ରଧାନମନ୍ତ୍ରୀ ଚାର୍ଲସ ମାଇକେଲ୍ ଆକ୍ରମଣକୁ 'କାପୁରୁଷ ଓ ଅନ୍ଧ ହିଂସା' ବୋଲି ନିନ୍ଦା କରିଛନ୍ତି। <box>28 439 201 791</box>
col-place: ସ୍ଥାନ <box>969 1784 1031 1808</box>
contacts <box>28 2256 1443 2399</box>
place-name: କଟକ <box>966 1847 990 1861</box>
max-temp: ୪୧.୫ <box>1067 2060 1091 2074</box>
local-label: ସ୍ଥାନୀୟ ଅଞ୍ଚଳ- <box>851 1916 951 1947</box>
place-name: ଢେଙ୍କାନାଳ <box>966 2191 1016 2205</box>
weather-row <box>966 2092 1158 2109</box>
max-temp: ୪୩.୦ <box>1067 2076 1095 2090</box>
weather-table <box>966 1815 1158 2207</box>
min-temp: ୨୩.୫ <box>1115 2027 1139 2041</box>
quote-icon: ❝ <box>520 26 549 55</box>
col-min: ସର୍ବନିମ୍ନ ତାପମାତ୍ରା <box>1096 1784 1155 1808</box>
prague-headline: ପ୍ରାଗ୍ ଶାନ୍ତି ଚୁକ୍ତି ସ୍ୱାକ୍ଷରିତ <box>28 1373 194 1441</box>
weather-title-bar <box>851 1735 1158 1773</box>
aadhaar-body-a: ଅନନ୍ତପୁର: ୮୦ ବର୍ଷୀୟ ଭାଗିଙ୍କ ପାଖରେ କିଛି ବି ନ ଥିଲା। କେବଳ ଗୋଟିଏ ଧୂଳି ଧୂସରିତ ଏକ ପୁରୁଣା ନୋଟ୍ ପଡ଼ିଥିଲା। ଏହାକୁ ଧରି ସେ ଯାତ୍ରା କରୁଥିଲେ ଏକ ବସ୍‌ରେ। ମଳିନ ଦେଖାଯାଉଥିବା ବୃଦ୍ଧ ଜଣକ ବାରମ୍ବାର କହୁଥିଲେ ଯେ, ସେ ଏକ ହନୁମାନ ମନ୍ଦିର ନିକଟରେ ଓହ୍ଲାଇବାକୁ ଚାହୁଁଛନ୍ତି। କିନ୍ତୁ ଘରର ଠିକଣା କିମ୍ବା ପରିବାର ଲୋକଙ୍କ ନାମ ମନେ ପକାଇ କହିପାରିଲେ ନାହିଁ। ଶେଷରେ ହେଲ୍ପଲାଇନ ହୋଇ ବୁଲୁଥିବା ଏହି ବୃଦ୍ଧଙ୍କୁ ପରିବାର ସହ ଭେଟ କରାଇଦେଲା ଆଧାର। ସୌଭାଗ୍ୟବଶତଃ ଏହି ବୃଦ୍ଧ ଆଧାର କାର୍ଡଧାରୀ ହୋଇଥିବାରୁ ତାଙ୍କ ଫିଙ୍ଗରପ୍ରିଣ୍ଟ ଜରିଆରେ ଘର ଠିକଣା ମିଳିଲା ବୋଲି କାହାମାନ ସବ୍-ଇନ୍‌ସପେକ୍ଟର ଆର.ଏସ୍. ଶ୍ରୀକାନ୍ତ କହିଛନ୍ତି। <box>644 1435 906 1646</box>
max-temp: ୪୦.୩ <box>1067 1962 1095 1976</box>
lead-banner: ନେଇଗଲା ୪୬ ଜୀବନ <box>436 723 1033 757</box>
min-temp: ୨୬.୪ <box>1115 1847 1138 1861</box>
min-temp: ୨୭.୬ <box>1115 2141 1138 2155</box>
band-news <box>28 138 1443 1204</box>
weather-row <box>966 1994 1158 2011</box>
weather-row <box>966 1978 1158 1995</box>
